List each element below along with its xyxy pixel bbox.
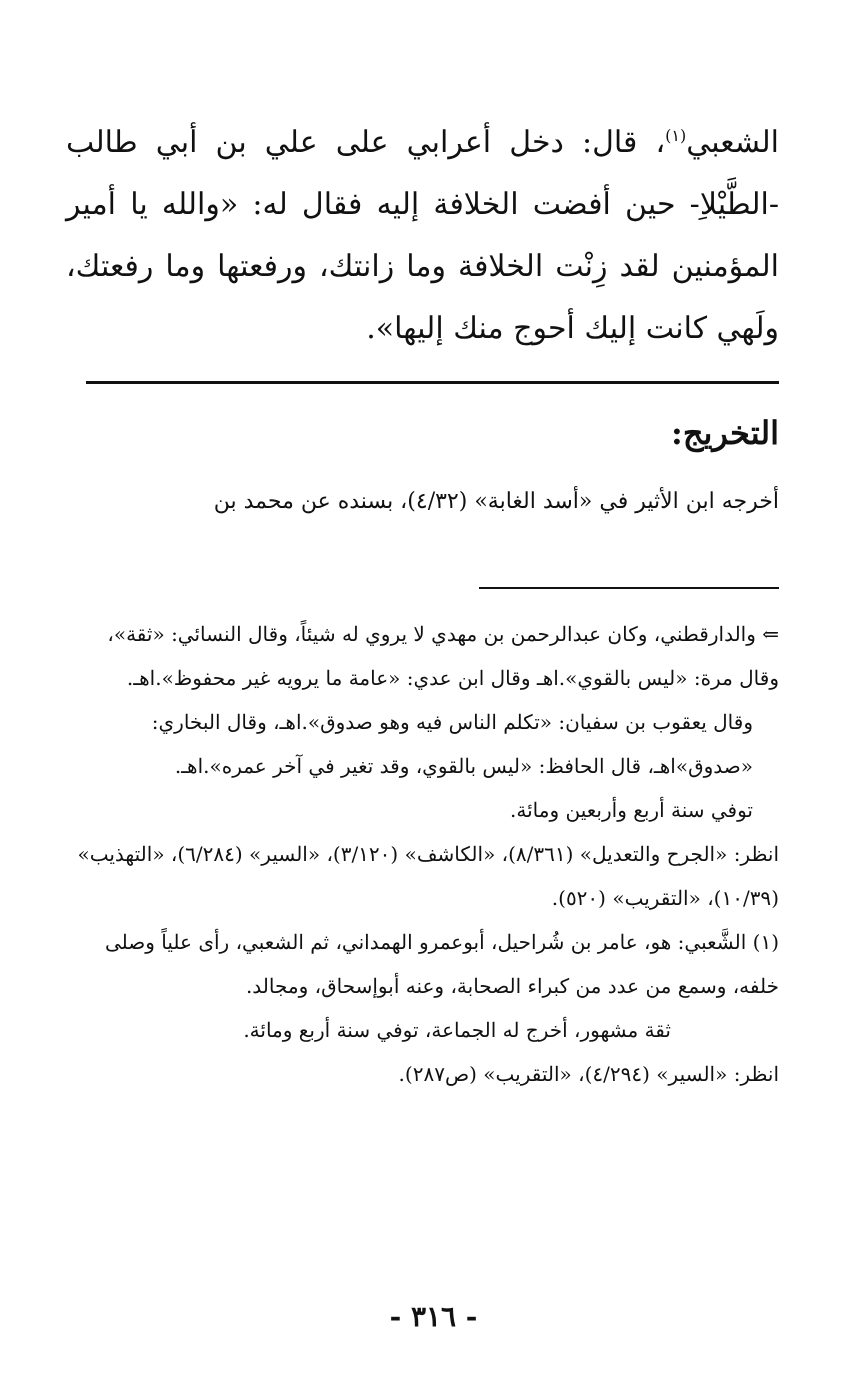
section-divider	[86, 381, 779, 384]
footnote-paragraph: وقال يعقوب بن سفيان: «تكلم الناس فيه وهو صدوق».اهـ، وقال البخاري: «صدوق»اهـ، قال الحافظ: «ليس بالقوي، وقد تغير في آخر عمره».اهـ.	[151, 710, 753, 778]
footnotes	[66, 612, 779, 1096]
footnote-paragraph: توفي سنة أربع وأربعين ومائة.	[510, 798, 753, 822]
footnote-references: انظر: «السير» (٤/٢٩٤)، «التقريب» (ص٢٨٧).	[398, 1062, 779, 1086]
footnote-separator	[479, 587, 779, 589]
takhrij-text: أخرجه ابن الأثير في «أسد الغابة» (٤/٣٢)، بسنده عن محمد بن	[213, 489, 779, 514]
main-text-part-1: الشعبي	[686, 125, 779, 160]
main-text	[66, 112, 779, 360]
section-heading: التخريج:	[671, 414, 779, 452]
footnote-marker[interactable]: (١)	[665, 126, 687, 145]
main-text-part-2: ، قال: دخل أعرابي على علي بن أبي طالب -الطَّيْلاِ- حين أفضت الخلافة إليه فقال له: «والله يا أمير المؤمنين لقد زِنْت الخلافة وما زانتك، ورفعتها وما رفعتك، ولَهي كانت إليك أحوج منك إليها».	[66, 125, 779, 346]
footnote-1: (١) الشَّعبي: هو، عامر بن شُراحيل، أبوعمرو الهمداني، ثم الشعبي، رأى علياً وصلى خلفه، وسمع من عدد من كبراء الصحابة، وعنه أبوإسحاق، ومجالد.	[105, 930, 779, 998]
footnote-references: انظر: «الجرح والتعديل» (٨/٣٦١)، «الكاشف» (٣/١٢٠)، «السير» (٦/٢٨٤)، «التهذيب» (١٠/٣٩)، «التقريب» (٥٢٠).	[77, 842, 779, 910]
footnote-continued: ⇐ والدارقطني، وكان عبدالرحمن بن مهدي لا يروي له شيئاً، وقال النسائي: «ثقة»، وقال مرة: «ليس بالقوي».اهـ وقال ابن عدي: «عامة ما يرويه غير محفوظ».اهـ.	[107, 622, 779, 690]
page-number: - ٣١٦ -	[389, 1300, 478, 1333]
main-paragraph	[66, 112, 779, 360]
footnote-paragraph: ثقة مشهور، أخرج له الجماعة، توفي سنة أربع ومائة.	[243, 1018, 671, 1042]
